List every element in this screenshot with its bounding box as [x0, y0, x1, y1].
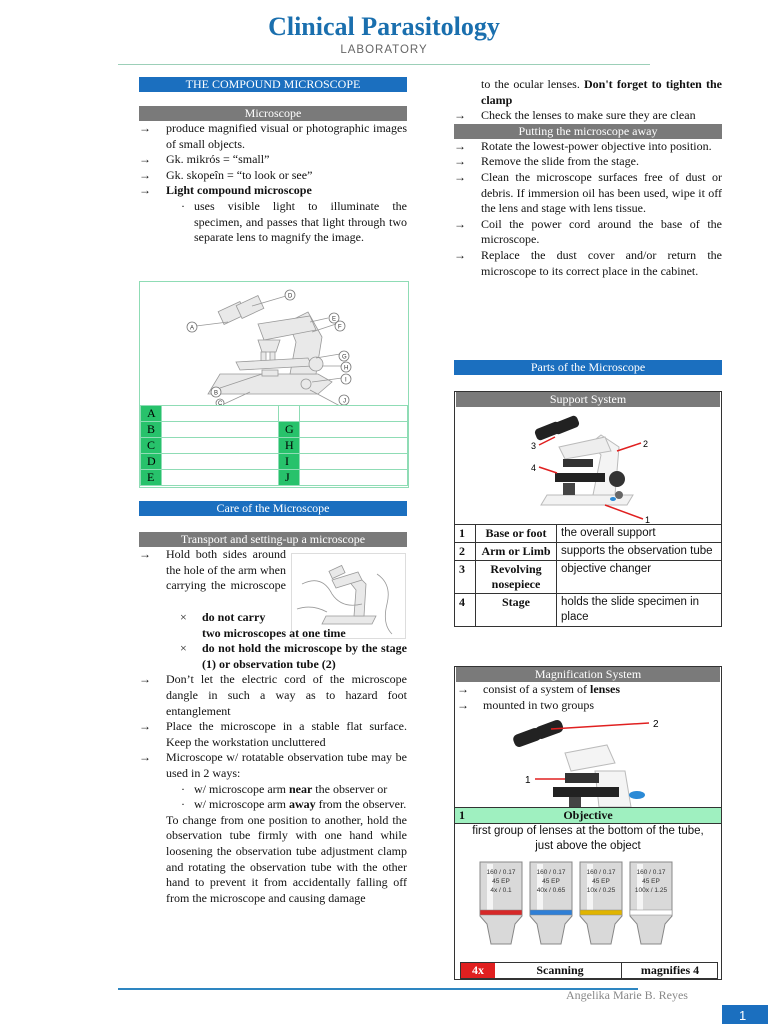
callout-3: 3	[531, 441, 537, 451]
list-item: → Microscope w/ rotatable observation tube may be used in 2 ways:	[139, 750, 407, 780]
diagram-label-a	[187, 322, 197, 332]
paragraph: To change from one position to another, hold the observation tube firmly with one hand while loosening the observation tube adjustment clamp and rotating the observation tube with the other hand to prevent it from accidentally falling off from the microscope and causing damage	[166, 812, 407, 905]
header-divider	[118, 64, 650, 65]
subheading-microscope: Microscope	[139, 106, 407, 121]
objective-lens-3	[580, 862, 622, 944]
lens-label: 160 / 0.17	[486, 869, 516, 877]
bullet-icon: ·	[181, 797, 185, 812]
sub-list-item: · w/ microscope arm near the observer or	[181, 781, 388, 796]
diagram-label-b	[211, 387, 221, 397]
table-row: 4 Stage holds the slide specimen in place	[455, 594, 721, 627]
section-heading-parts: Parts of the Microscope	[454, 360, 722, 375]
objective-description: first group of lenses at the bottom of the tube, just above the object	[472, 825, 704, 853]
table-row: D I	[141, 454, 408, 470]
list-item: → Light compound microscope	[139, 183, 312, 198]
dont-item: × do not carry	[180, 610, 266, 624]
dont-item-continued: two microscopes at one time	[202, 625, 346, 640]
diagram-label-j	[339, 395, 349, 405]
lens-label: 10x / 0.25	[586, 887, 616, 895]
bullet-icon: ·	[181, 198, 185, 213]
table-row: E J	[141, 470, 408, 486]
continued-text: to the ocular lenses. Don't forget to tighten the clamp	[481, 77, 722, 107]
arrow-icon: →	[457, 697, 469, 712]
lens-label: 45 EP	[642, 878, 660, 886]
author-name: Angelika Marie B. Reyes	[566, 988, 688, 1002]
list-item: → Gk. mikrós = “small”	[139, 152, 270, 167]
arrow-icon: →	[454, 169, 466, 184]
table-row: C H	[141, 438, 408, 454]
list-item: → Coil the power cord around the base of the microscope.	[454, 216, 722, 247]
objective-lens-1	[480, 862, 522, 944]
table-row: 3 Revolving nosepiece objective changer	[455, 561, 721, 594]
subheading-putting-away: Putting the microscope away	[454, 124, 722, 139]
cross-icon: ×	[180, 641, 187, 656]
list-item: → Clean the microscope surfaces free of dust or debris. If immersion oil has been used, wipe it off the lens and stage with lens tissue.	[454, 169, 722, 216]
diagram-label-table	[140, 405, 408, 486]
arrow-icon: →	[454, 108, 466, 123]
table-row: 1 Base or foot the overall support	[455, 525, 721, 543]
lens-label: 45 EP	[542, 878, 560, 886]
lens-label: 160 / 0.17	[536, 869, 566, 877]
list-item: → Gk. skopeîn = “to look or see”	[139, 167, 313, 182]
microscope-diagram-figure	[139, 281, 409, 488]
list-item: → Check the lenses to make sure they are clean	[454, 108, 696, 123]
diagram-label-f	[335, 321, 345, 331]
callout-4: 4	[531, 463, 537, 473]
svg-text:C: C	[218, 401, 223, 406]
subheading-transport: Transport and setting-up a microscope	[139, 532, 407, 547]
arrow-icon: →	[139, 672, 151, 687]
document-subtitle: LABORATORY	[340, 44, 428, 56]
sub-list-item: · w/ microscope arm away from the observer.	[181, 797, 407, 812]
list-item: → Hold both sides around the hole of the arm when carrying the microscope	[139, 547, 286, 593]
lens-label: 45 EP	[492, 878, 510, 886]
microscope-diagram-image	[140, 282, 408, 406]
left-column	[139, 77, 407, 246]
arrow-icon: →	[139, 183, 151, 198]
arrow-icon: →	[454, 138, 466, 153]
arrow-icon: →	[139, 121, 151, 135]
right-column	[454, 77, 722, 279]
mag-callout-1: 1	[525, 775, 531, 787]
list-item: → consist of a system of lenses	[457, 682, 620, 696]
svg-text:B: B	[214, 390, 219, 397]
arrow-icon: →	[454, 154, 466, 169]
lens-label: 160 / 0.17	[636, 869, 666, 877]
lens-label: 100x / 1.25	[634, 887, 668, 895]
list-item: → Place the microscope in a stable flat surface. Keep the workstation uncluttered	[139, 719, 407, 749]
section-heading-compound-microscope: THE COMPOUND MICROSCOPE	[139, 77, 407, 92]
arrow-icon: →	[139, 719, 151, 734]
list-item: → Replace the dust cover and/or return the microscope to its correct place in the cabinet.	[454, 247, 722, 278]
lens-label: 40x / 0.65	[536, 887, 566, 895]
sub-list-item: · uses visible light to illuminate the specimen, and passes that light through two separate lens to magnify the image.	[181, 198, 407, 245]
arrow-icon: →	[139, 547, 151, 561]
objective-lens-2	[530, 862, 572, 944]
svg-text:I: I	[345, 377, 347, 384]
left-column-care	[139, 501, 407, 906]
svg-text:G: G	[342, 354, 347, 361]
support-system-box	[454, 391, 722, 627]
magnification-system-box	[454, 666, 722, 980]
objective-row: 1 Objective	[455, 807, 721, 824]
magnification-image	[455, 713, 721, 807]
list-item: → Don’t let the electric cord of the microscope dangle in such a way as to hazard foot entanglement	[139, 672, 407, 718]
diagram-label-i	[341, 374, 351, 384]
subheading-support-system: Support System	[456, 392, 720, 407]
objective-lens-4	[630, 862, 672, 944]
dont-item: × do not hold the microscope by the stage (1) or observation tube (2)	[180, 641, 407, 671]
svg-text:A: A	[190, 325, 195, 332]
callout-2: 2	[643, 439, 649, 449]
lens-label: 160 / 0.17	[586, 869, 616, 877]
support-system-table	[455, 524, 721, 626]
scanning-row: 4x Scanning magnifies 4	[460, 962, 718, 979]
subheading-magnification: Magnification System	[456, 667, 720, 682]
diagram-label-h	[341, 362, 351, 372]
page-number: 1	[739, 1008, 747, 1023]
lens-label: 45 EP	[592, 878, 610, 886]
bullet-icon: ·	[181, 781, 185, 796]
footer-divider	[118, 988, 638, 990]
svg-text:D: D	[288, 293, 293, 300]
list-item: → mounted in two groups	[457, 697, 594, 712]
arrow-icon: →	[454, 216, 466, 231]
arrow-icon: →	[457, 682, 469, 696]
callout-1: 1	[645, 515, 651, 524]
arrow-icon: →	[139, 750, 151, 765]
svg-text:F: F	[338, 324, 342, 331]
arrow-icon: →	[454, 247, 466, 262]
list-item: → produce magnified visual or photographic images of small objects.	[139, 121, 407, 151]
table-row: A G	[141, 406, 408, 422]
table-row: B G	[141, 422, 408, 438]
svg-text:H: H	[344, 365, 349, 372]
mag-callout-2: 2	[653, 719, 659, 731]
lens-label: 4x / 0.1	[490, 887, 512, 895]
table-row: 2 Arm or Limb supports the observation tube	[455, 543, 721, 561]
support-system-image	[455, 407, 721, 524]
diagram-label-g	[339, 351, 349, 361]
svg-text:E: E	[332, 316, 337, 323]
list-item: → Remove the slide from the stage.	[454, 154, 639, 169]
diagram-label-d	[285, 290, 295, 300]
svg-text:J: J	[343, 398, 346, 405]
document-title: Clinical Parasitology	[268, 12, 500, 41]
arrow-icon: →	[139, 167, 151, 182]
cross-icon: ×	[180, 610, 187, 624]
arrow-icon: →	[139, 152, 151, 167]
list-item: → Rotate the lowest-power objective into position.	[454, 138, 712, 153]
objective-lenses-image	[455, 858, 721, 950]
section-heading-care: Care of the Microscope	[139, 501, 407, 516]
